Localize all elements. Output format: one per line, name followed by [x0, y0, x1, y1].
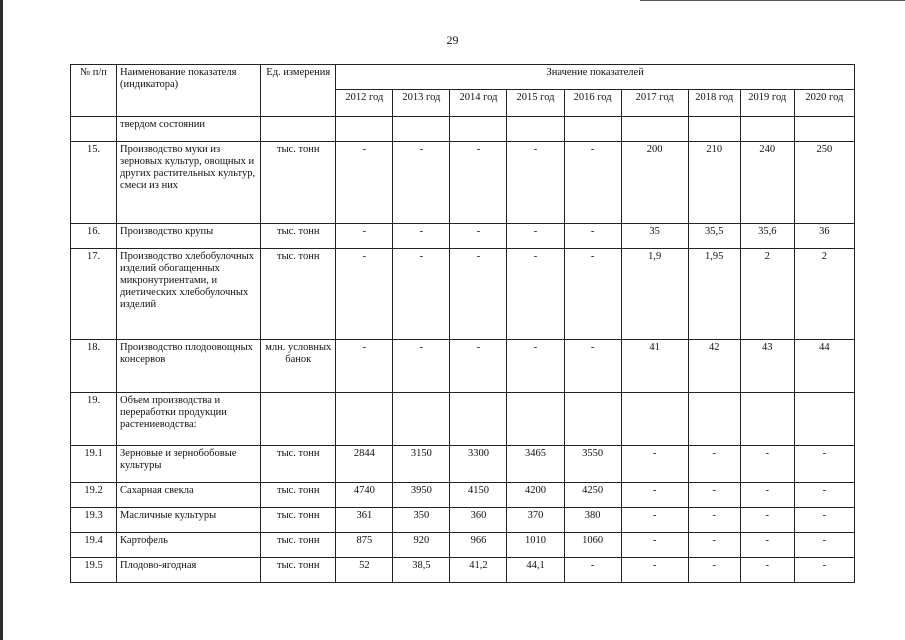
header-unit: Ед. измерения	[261, 65, 336, 117]
value-cell: 1060	[564, 533, 621, 558]
value-cell	[336, 393, 393, 446]
value-cell	[688, 393, 740, 446]
indicator-name: твердом состоянии	[117, 117, 261, 142]
header-num: № п/п	[71, 65, 117, 117]
value-cell	[507, 117, 564, 142]
value-cell: -	[450, 340, 507, 393]
scan-edge-left	[0, 0, 3, 640]
table-row	[71, 224, 855, 249]
value-cell: -	[740, 446, 794, 483]
value-cell: -	[450, 224, 507, 249]
value-cell: -	[507, 224, 564, 249]
row-number: 19.4	[71, 533, 117, 558]
value-cell: -	[507, 340, 564, 393]
table-row	[71, 558, 855, 583]
value-cell	[688, 117, 740, 142]
value-cell: 2844	[336, 446, 393, 483]
value-cell: -	[794, 446, 854, 483]
table-row	[71, 142, 855, 224]
table-row	[71, 117, 855, 142]
row-number: 19.5	[71, 558, 117, 583]
value-cell	[621, 393, 688, 446]
value-cell: 43	[740, 340, 794, 393]
indicator-name: Сахарная свекла	[117, 483, 261, 508]
value-cell: 4200	[507, 483, 564, 508]
value-cell: -	[621, 483, 688, 508]
value-cell: 1,9	[621, 249, 688, 340]
unit-cell: тыс. тонн	[261, 142, 336, 224]
value-cell: 370	[507, 508, 564, 533]
value-cell	[740, 117, 794, 142]
value-cell: 3550	[564, 446, 621, 483]
value-cell	[507, 393, 564, 446]
value-cell: 42	[688, 340, 740, 393]
value-cell: -	[336, 249, 393, 340]
value-cell: -	[688, 483, 740, 508]
header-year: 2013 год	[393, 90, 450, 117]
value-cell: 36	[794, 224, 854, 249]
value-cell: 44	[794, 340, 854, 393]
value-cell: 361	[336, 508, 393, 533]
value-cell: 200	[621, 142, 688, 224]
value-cell: 4250	[564, 483, 621, 508]
table-body	[71, 117, 855, 583]
value-cell: -	[564, 340, 621, 393]
value-cell: 360	[450, 508, 507, 533]
indicator-name: Зерновые и зернобобовые культуры	[117, 446, 261, 483]
value-cell: -	[393, 142, 450, 224]
value-cell: -	[450, 249, 507, 340]
value-cell: 35,5	[688, 224, 740, 249]
header-year: 2012 год	[336, 90, 393, 117]
value-cell: -	[740, 533, 794, 558]
value-cell: -	[794, 558, 854, 583]
value-cell: 1,95	[688, 249, 740, 340]
value-cell: -	[740, 508, 794, 533]
value-cell: 3950	[393, 483, 450, 508]
unit-cell: тыс. тонн	[261, 483, 336, 508]
value-cell	[564, 117, 621, 142]
row-number: 19.1	[71, 446, 117, 483]
value-cell: 3150	[393, 446, 450, 483]
value-cell: -	[740, 483, 794, 508]
value-cell: -	[336, 224, 393, 249]
value-cell: -	[336, 340, 393, 393]
row-number: 19.	[71, 393, 117, 446]
value-cell: 52	[336, 558, 393, 583]
value-cell: -	[393, 224, 450, 249]
value-cell: -	[393, 340, 450, 393]
value-cell: 210	[688, 142, 740, 224]
header-year: 2016 год	[564, 90, 621, 117]
value-cell: -	[794, 508, 854, 533]
value-cell: 41	[621, 340, 688, 393]
value-cell: 35,6	[740, 224, 794, 249]
value-cell	[794, 393, 854, 446]
header-year: 2018 год	[688, 90, 740, 117]
value-cell: -	[688, 533, 740, 558]
indicator-name: Производство крупы	[117, 224, 261, 249]
indicator-name: Объем производства и переработки продукции растениеводства:	[117, 393, 261, 446]
unit-cell: млн. условных банок	[261, 340, 336, 393]
value-cell: -	[688, 508, 740, 533]
value-cell	[794, 117, 854, 142]
value-cell: -	[507, 249, 564, 340]
value-cell: 3465	[507, 446, 564, 483]
unit-cell	[261, 117, 336, 142]
unit-cell: тыс. тонн	[261, 533, 336, 558]
value-cell: -	[688, 558, 740, 583]
indicators-table	[70, 64, 855, 583]
value-cell: -	[621, 508, 688, 533]
indicator-name: Картофель	[117, 533, 261, 558]
table-row	[71, 533, 855, 558]
value-cell: -	[740, 558, 794, 583]
value-cell: 38,5	[393, 558, 450, 583]
value-cell	[450, 393, 507, 446]
value-cell: 920	[393, 533, 450, 558]
indicator-name: Масличные культуры	[117, 508, 261, 533]
value-cell: 250	[794, 142, 854, 224]
value-cell: -	[564, 558, 621, 583]
row-number: 15.	[71, 142, 117, 224]
unit-cell: тыс. тонн	[261, 446, 336, 483]
row-number: 17.	[71, 249, 117, 340]
value-cell: 41,2	[450, 558, 507, 583]
value-cell	[450, 117, 507, 142]
header-row-1	[71, 65, 855, 90]
value-cell: 350	[393, 508, 450, 533]
value-cell: -	[621, 446, 688, 483]
value-cell: -	[564, 142, 621, 224]
value-cell: -	[393, 249, 450, 340]
value-cell: -	[794, 483, 854, 508]
header-year: 2014 год	[450, 90, 507, 117]
value-cell: 35	[621, 224, 688, 249]
unit-cell: тыс. тонн	[261, 558, 336, 583]
table-row	[71, 508, 855, 533]
header-year: 2019 год	[740, 90, 794, 117]
value-cell	[621, 117, 688, 142]
unit-cell: тыс. тонн	[261, 508, 336, 533]
table-row	[71, 340, 855, 393]
row-number	[71, 117, 117, 142]
indicator-name: Производство муки из зерновых культур, овощных и других растительных культур, смеси из них	[117, 142, 261, 224]
table-row	[71, 446, 855, 483]
row-number: 19.2	[71, 483, 117, 508]
indicator-name: Производство хлебобулочных изделий обогащенных микронутриентами, и диетических хлебобулочных изделий	[117, 249, 261, 340]
value-cell	[740, 393, 794, 446]
scan-edge-top	[640, 0, 905, 1]
value-cell: 380	[564, 508, 621, 533]
value-cell: 4150	[450, 483, 507, 508]
indicator-name: Плодово-ягодная	[117, 558, 261, 583]
header-year: 2020 год	[794, 90, 854, 117]
value-cell: 240	[740, 142, 794, 224]
value-cell: 2	[794, 249, 854, 340]
value-cell: 875	[336, 533, 393, 558]
indicator-name: Производство плодоовощных консервов	[117, 340, 261, 393]
value-cell: -	[450, 142, 507, 224]
value-cell: -	[621, 558, 688, 583]
value-cell: -	[336, 142, 393, 224]
value-cell: 3300	[450, 446, 507, 483]
table-row	[71, 249, 855, 340]
value-cell: -	[688, 446, 740, 483]
header-year: 2015 год	[507, 90, 564, 117]
row-number: 16.	[71, 224, 117, 249]
table-row	[71, 393, 855, 446]
value-cell: -	[794, 533, 854, 558]
value-cell	[393, 117, 450, 142]
value-cell: -	[564, 249, 621, 340]
unit-cell: тыс. тонн	[261, 224, 336, 249]
value-cell: 44,1	[507, 558, 564, 583]
table-row	[71, 483, 855, 508]
value-cell: -	[564, 224, 621, 249]
header-year: 2017 год	[621, 90, 688, 117]
value-cell	[564, 393, 621, 446]
value-cell: -	[621, 533, 688, 558]
value-cell: 966	[450, 533, 507, 558]
row-number: 18.	[71, 340, 117, 393]
page-number: 29	[446, 33, 459, 47]
header-name: Наименование показателя (индикатора)	[117, 65, 261, 117]
unit-cell: тыс. тонн	[261, 249, 336, 340]
row-number: 19.3	[71, 508, 117, 533]
value-cell	[393, 393, 450, 446]
value-cell: 1010	[507, 533, 564, 558]
header-values: Значение показателей	[336, 65, 855, 90]
unit-cell	[261, 393, 336, 446]
value-cell	[336, 117, 393, 142]
value-cell: 2	[740, 249, 794, 340]
value-cell: 4740	[336, 483, 393, 508]
value-cell: -	[507, 142, 564, 224]
